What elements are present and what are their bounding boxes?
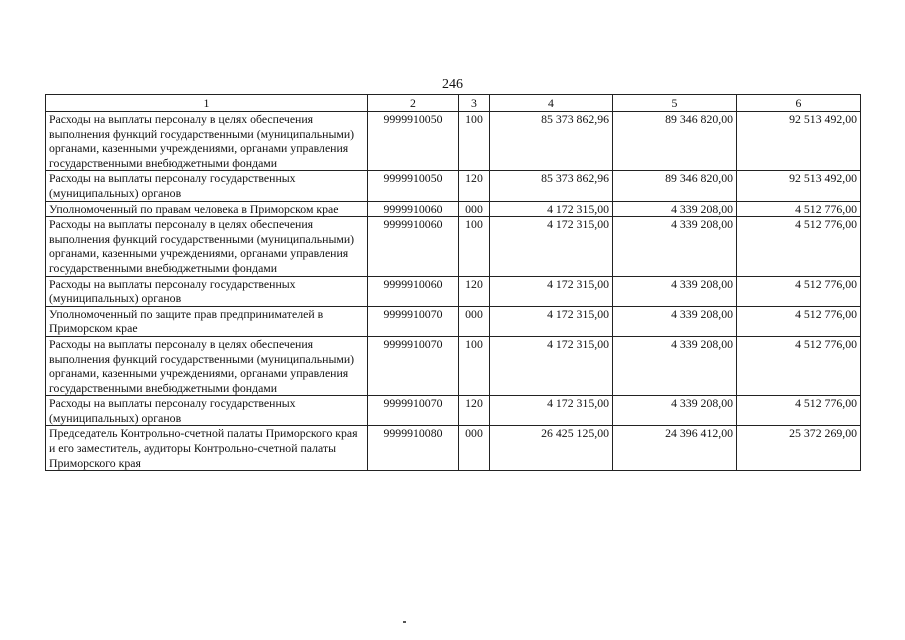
amount-year-1: 4 172 315,00 (490, 217, 613, 276)
target-article-code: 9999910050 (368, 171, 459, 201)
table-row (46, 201, 861, 217)
amount-year-3: 25 372 269,00 (737, 426, 861, 471)
scan-speck (403, 621, 406, 623)
row-name: Расходы на выплаты персоналу в целях обеспечения выполнения функций государственными (муниципальными) органами, казенными учреждениями, органами управления государственными внебюджетными фондами (46, 217, 368, 276)
target-article-code: 9999910060 (368, 217, 459, 276)
table-row (46, 276, 861, 306)
amount-year-3: 4 512 776,00 (737, 201, 861, 217)
table-row (46, 171, 861, 201)
row-name: Уполномоченный по защите прав предпринимателей в Приморском крае (46, 306, 368, 336)
amount-year-1: 4 172 315,00 (490, 201, 613, 217)
column-header-4: 4 (490, 95, 613, 112)
table-row (46, 426, 861, 471)
expense-type-code: 000 (459, 306, 490, 336)
table-row (46, 396, 861, 426)
amount-year-2: 4 339 208,00 (613, 217, 737, 276)
amount-year-3: 92 513 492,00 (737, 112, 861, 171)
row-name: Председатель Контрольно-счетной палаты Приморского края и его заместитель, аудиторы Контрольно-счетной палаты Приморского края (46, 426, 368, 471)
amount-year-2: 89 346 820,00 (613, 112, 737, 171)
amount-year-1: 85 373 862,96 (490, 171, 613, 201)
amount-year-1: 26 425 125,00 (490, 426, 613, 471)
column-header-5: 5 (613, 95, 737, 112)
amount-year-1: 85 373 862,96 (490, 112, 613, 171)
amount-year-3: 4 512 776,00 (737, 276, 861, 306)
expense-type-code: 100 (459, 112, 490, 171)
column-header-2: 2 (368, 95, 459, 112)
amount-year-2: 89 346 820,00 (613, 171, 737, 201)
amount-year-3: 4 512 776,00 (737, 306, 861, 336)
header-row (46, 95, 861, 112)
row-name: Расходы на выплаты персоналу государственных (муниципальных) органов (46, 171, 368, 201)
target-article-code: 9999910080 (368, 426, 459, 471)
column-header-3: 3 (459, 95, 490, 112)
expense-type-code: 000 (459, 426, 490, 471)
expense-type-code: 100 (459, 217, 490, 276)
target-article-code: 9999910070 (368, 396, 459, 426)
amount-year-1: 4 172 315,00 (490, 276, 613, 306)
amount-year-1: 4 172 315,00 (490, 336, 613, 395)
target-article-code: 9999910070 (368, 306, 459, 336)
expense-type-code: 100 (459, 336, 490, 395)
amount-year-1: 4 172 315,00 (490, 306, 613, 336)
column-header-6: 6 (737, 95, 861, 112)
row-name: Уполномоченный по правам человека в Приморском крае (46, 201, 368, 217)
amount-year-2: 4 339 208,00 (613, 336, 737, 395)
table-row (46, 112, 861, 171)
amount-year-2: 4 339 208,00 (613, 276, 737, 306)
row-name: Расходы на выплаты персоналу в целях обеспечения выполнения функций государственными (муниципальными) органами, казенными учреждениями, органами управления государственными внебюджетными фондами (46, 336, 368, 395)
amount-year-3: 92 513 492,00 (737, 171, 861, 201)
amount-year-2: 4 339 208,00 (613, 306, 737, 336)
expense-type-code: 120 (459, 396, 490, 426)
target-article-code: 9999910060 (368, 201, 459, 217)
amount-year-3: 4 512 776,00 (737, 217, 861, 276)
target-article-code: 9999910060 (368, 276, 459, 306)
table-row (46, 306, 861, 336)
row-name: Расходы на выплаты персоналу государственных (муниципальных) органов (46, 276, 368, 306)
column-header-1: 1 (46, 95, 368, 112)
table-row (46, 217, 861, 276)
expense-type-code: 120 (459, 276, 490, 306)
expense-type-code: 120 (459, 171, 490, 201)
row-name: Расходы на выплаты персоналу государственных (муниципальных) органов (46, 396, 368, 426)
amount-year-1: 4 172 315,00 (490, 396, 613, 426)
expense-type-code: 000 (459, 201, 490, 217)
amount-year-2: 4 339 208,00 (613, 201, 737, 217)
page-number: 246 (442, 77, 463, 92)
target-article-code: 9999910070 (368, 336, 459, 395)
amount-year-3: 4 512 776,00 (737, 336, 861, 395)
table-row (46, 336, 861, 395)
row-name: Расходы на выплаты персоналу в целях обеспечения выполнения функций государственными (муниципальными) органами, казенными учреждениями, органами управления государственными внебюджетными фондами (46, 112, 368, 171)
amount-year-3: 4 512 776,00 (737, 396, 861, 426)
amount-year-2: 24 396 412,00 (613, 426, 737, 471)
budget-table (45, 94, 861, 471)
target-article-code: 9999910050 (368, 112, 459, 171)
amount-year-2: 4 339 208,00 (613, 396, 737, 426)
